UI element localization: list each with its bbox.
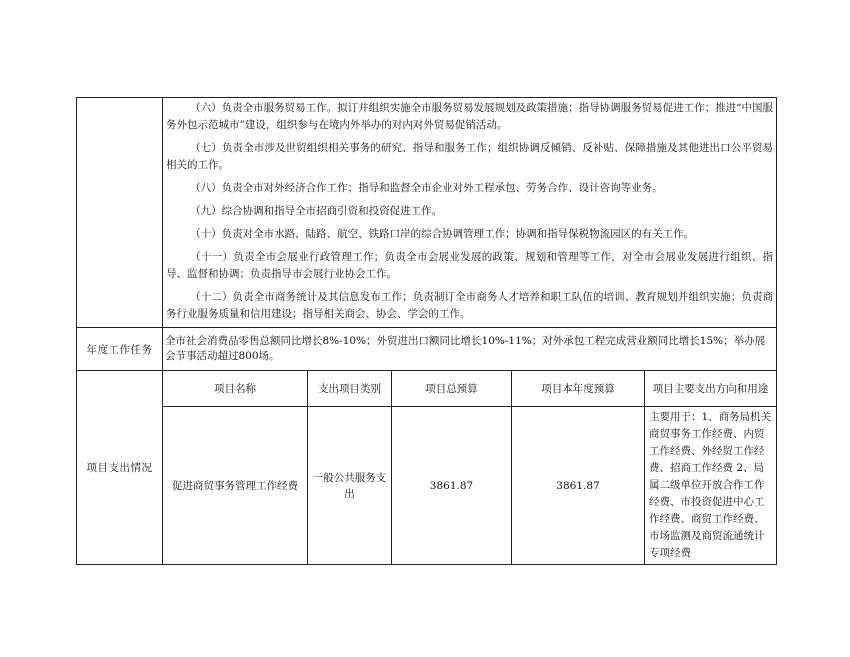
header-annual-budget: 项目本年度预算 [512,371,645,407]
duty-item: （十一）负责全市会展业行政管理工作；负责全市会展业发展的政策、规划和管理等工作，对全市会展业发展进行组织、指导、监督和协调；负责指导市会展行业协会工作。 [166,251,774,280]
duty-item: （十二）负责全市商务统计及其信息发布工作；负责制订全市商务人才培养和职工队伍的培训、教育规划并组织实施；负责商务行业服务质量和信用建设；指导相关商会、协会、学会的工作。 [166,291,774,320]
duties-label-cell [77,98,163,328]
budget-table [76,97,777,565]
project-total-budget: 3861.87 [392,407,512,565]
header-main-use: 项目主要支出方向和用途 [645,371,777,407]
project-main-use: 主要用于：1、商务局机关商贸事务工作经费、内贸工作经费、外经贸工作经费、招商工作经费 2、局属二级单位开放合作工作经费、市投资促进中心工作经费、商贸工作经费、市场监测及商贸流通统计专项经费 [645,407,777,565]
duty-item: （九）综合协调和指导全市招商引资和投资促进工作。 [190,205,443,217]
annual-tasks-row [77,328,777,371]
duties-row [77,98,777,328]
duty-item: （六）负责全市服务贸易工作。拟订并组织实施全市服务贸易发展规划及政策措施；指导协调服务贸易促进工作；推进“中国服务外包示范城市”建设，组织参与在境内外举办的对内对外贸易促销活动。 [166,102,774,131]
header-total-budget: 项目总预算 [392,371,512,407]
project-name: 促进商贸事务管理工作经费 [163,407,308,565]
duty-item: （八）负责全市对外经济合作工作；指导和监督全市企业对外工程承包、劳务合作、设计咨询等业务。 [190,182,663,194]
duty-item: （十）负责对全市水路、陆路、航空、铁路口岸的综合协调管理工作；协调和指导保税物流园区的有关工作。 [190,228,695,240]
project-row [77,407,777,565]
annual-tasks-text: 全市社会消费品零售总额同比增长8%-10%；外贸进出口额同比增长10%-11%；对外承包工程完成营业额同比增长15%；举办展会节事活动超过800场。 [163,328,777,371]
project-category: 一般公共服务支出 [308,407,392,565]
header-project-name: 项目名称 [163,371,308,407]
project-annual-budget: 3861.87 [512,407,645,565]
project-expenditure-label: 项目支出情况 [77,371,163,565]
annual-tasks-label: 年度工作任务 [77,328,163,371]
duties-cell [163,98,777,328]
header-expenditure-category: 支出项目类别 [308,371,392,407]
duty-item: （七）负责全市涉及世贸组织相关事务的研究、指导和服务工作；组织协调反倾销、反补贴、保障措施及其他进出口公平贸易相关的工作。 [166,142,774,171]
project-header-row [77,371,777,407]
